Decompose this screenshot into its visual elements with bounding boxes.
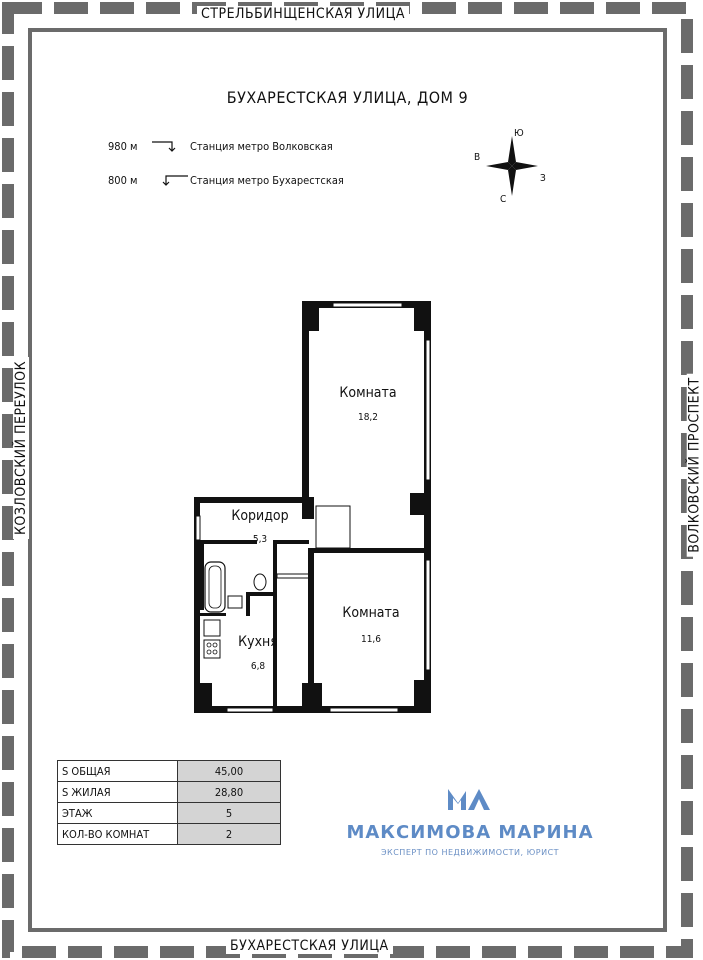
info-table — [57, 760, 281, 845]
metro-station: Станция метро Волковская — [190, 139, 333, 153]
metro-distance: 980 м — [108, 139, 138, 153]
kitchen-area: 6,8 — [250, 661, 266, 672]
brand-logo-icon — [446, 786, 492, 812]
table-row — [58, 803, 281, 824]
info-label: S ЖИЛАЯ — [58, 782, 178, 803]
street-left: КОЗЛОВСКИЙ ПЕРЕУЛОК — [13, 357, 29, 539]
compass-south: С — [500, 194, 507, 205]
table-row — [58, 761, 281, 782]
compass-west: В — [474, 152, 481, 163]
compass-east: З — [540, 173, 546, 184]
info-value: 28,80 — [178, 782, 281, 803]
table-row — [58, 782, 281, 803]
address-title: БУХАРЕСТСКАЯ УЛИЦА, ДОМ 9 — [226, 88, 469, 107]
corridor-area: 5,3 — [252, 534, 268, 545]
bathtub-icon — [205, 562, 225, 612]
corridor-label: Коридор — [231, 508, 289, 524]
info-value: 2 — [178, 824, 281, 845]
compass-north: Ю — [514, 128, 524, 139]
info-label: КОЛ-ВО КОМНАТ — [58, 824, 178, 845]
metro-station: Станция метро Бухарестская — [190, 173, 344, 187]
room-big-label: Комната — [339, 385, 397, 401]
room-small-area: 11,6 — [360, 634, 382, 645]
street-bottom: БУХАРЕСТСКАЯ УЛИЦА — [226, 938, 393, 954]
table-row — [58, 824, 281, 845]
brand-name: МАКСИМОВА МАРИНА — [346, 822, 594, 843]
room-small-label: Комната — [342, 605, 400, 621]
kitchen-label: Кухня — [238, 634, 278, 650]
info-label: ЭТАЖ — [58, 803, 178, 824]
street-top: СТРЕЛЬБИНЩЕНСКАЯ УЛИЦА — [197, 6, 409, 22]
room-big-area: 18,2 — [357, 412, 379, 423]
brand-tagline: ЭКСПЕРТ ПО НЕДВИЖИМОСТИ, ЮРИСТ — [380, 848, 560, 857]
metro-distance: 800 м — [108, 173, 138, 187]
street-right: ВОЛКОВСКИЙ ПРОСПЕКТ — [687, 373, 703, 556]
info-label: S ОБЩАЯ — [58, 761, 178, 782]
info-value: 5 — [178, 803, 281, 824]
info-value: 45,00 — [178, 761, 281, 782]
